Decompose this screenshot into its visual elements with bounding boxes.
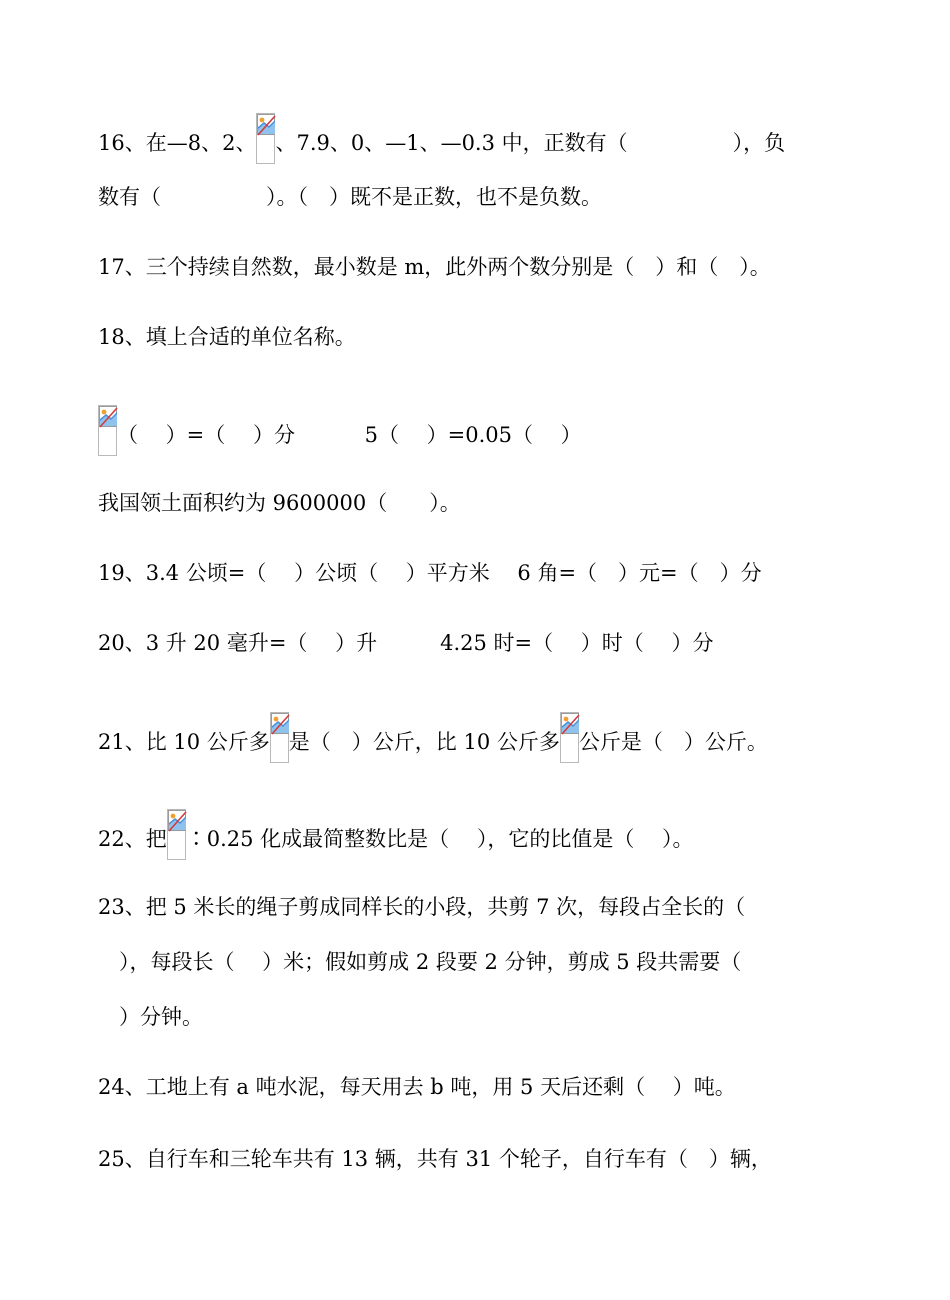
question-17: 17、三个持续自然数，最小数是 m，此外两个数分别是（ ）和（ ）。 (98, 255, 771, 279)
question-18: 18、填上合适的单位名称。 (98, 325, 356, 349)
question-23-line-2: ），每段长（ ）米；假如剪成 2 段要 2 分钟，剪成 5 段共需要（ (98, 950, 742, 974)
question-16-text-a: 16、在—8、2、 (98, 131, 257, 155)
question-16-line-2: 数有（ ）。（ ）既不是正数，也不是负数。 (98, 185, 602, 209)
question-21-text-a: 21、比 10 公斤多 (98, 730, 270, 754)
question-16-text-b: 、7.9、0、—1、—0.3 中，正数有（ ），负 (275, 131, 786, 155)
broken-image-icon (256, 113, 275, 164)
question-21-text-b: 是（ ）公斤，比 10 公斤多 (288, 730, 560, 754)
broken-image-icon (167, 809, 186, 860)
question-22-text-b: ∶0.25 化成最简整数比是（ ），它的比值是（ ）。 (185, 827, 694, 851)
question-23-line-3: ）分钟。 (98, 1005, 203, 1029)
broken-image-icon (560, 712, 579, 763)
question-21-text-c: 公斤是（ ）公斤。 (578, 730, 768, 754)
broken-image-icon (98, 405, 117, 456)
question-24: 24、工地上有 a 吨水泥，每天用去 b 吨，用 5 天后还剩（ ）吨。 (98, 1075, 736, 1099)
question-18-item-b: 我国领土面积约为 9600000（ ）。 (98, 491, 461, 515)
question-21 (98, 712, 768, 763)
question-18-item-a (98, 405, 582, 456)
question-25: 25、自行车和三轮车共有 13 辆，共有 31 个轮子，自行车有（ ）辆， (98, 1147, 772, 1171)
question-19: 19、3.4 公顷=（ ）公顷（ ）平方米 6 角=（ ）元=（ ）分 (98, 561, 762, 585)
question-23-line-1: 23、把 5 米长的绳子剪成同样长的小段，共剪 7 次，每段占全长的（ (98, 895, 746, 919)
question-22 (98, 809, 694, 860)
question-18-item-a-text: （ ）=（ ）分 5（ ）=0.05（ ） (117, 423, 582, 447)
question-20: 20、3 升 20 毫升=（ ）升 4.25 时=（ ）时（ ）分 (98, 631, 714, 655)
question-22-text-a: 22、把 (98, 827, 167, 851)
question-16-line-1 (98, 113, 785, 164)
broken-image-icon (270, 712, 289, 763)
